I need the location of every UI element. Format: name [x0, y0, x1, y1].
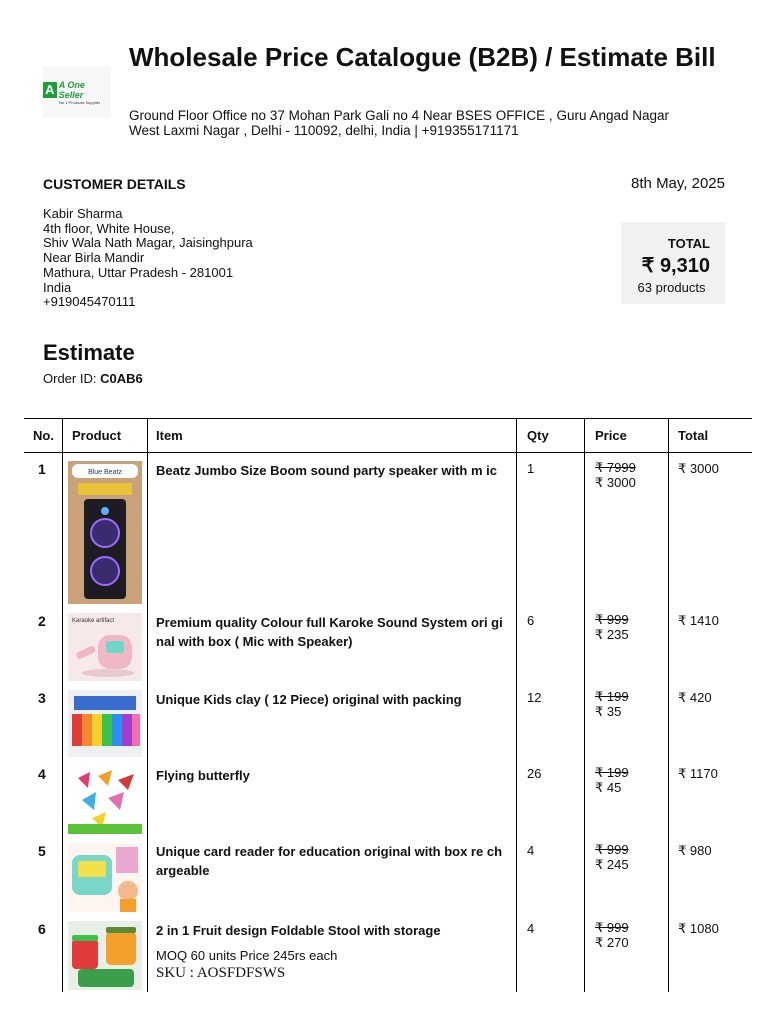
item-price	[595, 461, 636, 490]
order-id	[43, 371, 143, 386]
page-title: Wholesale Price Catalogue (B2B) / Estimate Bill	[129, 42, 716, 72]
product-image-speaker	[68, 461, 142, 604]
item-total: ₹ 1410	[678, 613, 719, 628]
row-number: 5	[38, 843, 46, 859]
item-total: ₹ 980	[678, 843, 712, 858]
column-divider	[147, 418, 148, 992]
customer-phone: +919045470111	[43, 294, 136, 310]
sale-price: ₹ 3000	[595, 474, 636, 490]
company-address	[129, 108, 729, 138]
column-divider	[516, 418, 517, 992]
table-top-border	[24, 418, 752, 419]
table-header-border	[24, 452, 752, 453]
logo-tagline: No 1 Products Supplier	[59, 99, 101, 105]
item-name: Flying butterfly	[156, 768, 250, 783]
item-total: ₹ 3000	[678, 461, 719, 476]
column-divider	[62, 418, 63, 992]
customer-address-line: Shiv Wala Nath Magar, Jaisinghpura	[43, 235, 253, 251]
company-logo	[43, 66, 111, 118]
header-total: Total	[678, 428, 709, 443]
product-image-card-reader	[68, 843, 142, 912]
logo-mark: A	[43, 82, 57, 98]
item-total: ₹ 1080	[678, 921, 719, 936]
customer-name: Kabir Sharma	[43, 206, 123, 221]
item-total: ₹ 1170	[678, 766, 718, 781]
item-price	[595, 766, 629, 795]
svg-text:Blue Beatz: Blue Beatz	[88, 469, 122, 476]
header-product: Product	[72, 428, 122, 443]
original-price: ₹ 999	[595, 920, 629, 935]
row-number: 3	[38, 690, 46, 706]
item-qty: 1	[527, 461, 535, 476]
item-qty: 26	[527, 766, 542, 781]
item-qty: 12	[527, 690, 542, 705]
original-price: ₹ 999	[595, 612, 629, 627]
column-divider	[668, 418, 669, 992]
row-number: 1	[38, 461, 46, 477]
customer-address	[43, 207, 253, 310]
item-name: Beatz Jumbo Size Boom sound party speaker with m ic	[156, 463, 497, 478]
item-price	[595, 843, 629, 872]
row-number: 6	[38, 921, 46, 937]
customer-country: India	[43, 279, 72, 295]
customer-address-line: Near Birla Mandir	[43, 250, 145, 266]
header-no: No.	[33, 428, 54, 443]
total-summary-box	[621, 222, 725, 304]
header-item: Item	[156, 428, 183, 443]
original-price: ₹ 7999	[595, 460, 636, 475]
estimate-date: 8th May, 2025	[631, 175, 725, 192]
item-qty: 6	[527, 613, 535, 628]
product-image-clay	[68, 690, 142, 757]
total-label: TOTAL	[667, 236, 710, 251]
item-qty: 4	[527, 921, 535, 936]
original-price: ₹ 999	[595, 842, 629, 857]
total-amount: ₹ 9,310	[641, 255, 710, 277]
address-line-2: West Laxmi Nagar , Delhi - 110092, delhi, India | +919355171171	[129, 123, 519, 138]
item-note: MOQ 60 units Price 245rs each	[156, 948, 338, 963]
item-qty: 4	[527, 843, 535, 858]
customer-address-line: 4th floor, White House,	[43, 220, 175, 236]
row-number: 4	[38, 766, 46, 782]
item-name: Unique Kids clay ( 12 Piece) original with packing	[156, 692, 462, 707]
product-count: 63 products	[637, 280, 706, 295]
svg-text:Karaoke artifact: Karaoke artifact	[72, 618, 115, 624]
product-image-butterfly	[68, 766, 142, 834]
logo-text: A One Seller	[58, 79, 85, 100]
item-name: Premium quality Colour full Karoke Sound System ori ginal with box ( Mic with Speaker)	[156, 615, 503, 649]
item-name: Unique card reader for education original with box re chargeable	[156, 844, 503, 878]
item-price	[595, 690, 629, 719]
item-price	[595, 613, 629, 642]
sale-price: ₹ 235	[595, 626, 629, 642]
original-price: ₹ 199	[595, 689, 629, 704]
header-price: Price	[595, 428, 627, 443]
order-id-value: C0AB6	[100, 371, 143, 386]
sale-price: ₹ 45	[595, 779, 622, 795]
item-sku: SKU : AOSFDFSWS	[156, 965, 286, 981]
order-id-label: Order ID:	[43, 371, 97, 386]
customer-details-title: CUSTOMER DETAILS	[43, 176, 186, 192]
item-price	[595, 921, 629, 950]
product-image-stool	[68, 921, 142, 990]
item-total: ₹ 420	[678, 690, 712, 705]
original-price: ₹ 199	[595, 765, 629, 780]
product-image-karaoke	[68, 613, 142, 681]
sale-price: ₹ 35	[595, 703, 622, 719]
header-qty: Qty	[527, 428, 549, 443]
customer-address-line: Mathura, Uttar Pradesh - 281001	[43, 264, 234, 280]
item-name: 2 in 1 Fruit design Foldable Stool with storage	[156, 923, 441, 938]
sale-price: ₹ 270	[595, 934, 629, 950]
estimate-title: Estimate	[43, 340, 135, 365]
sale-price: ₹ 245	[595, 856, 629, 872]
address-line-1: Ground Floor Office no 37 Mohan Park Gali no 4 Near BSES OFFICE , Guru Angad Nagar	[129, 108, 670, 123]
column-divider	[584, 418, 585, 992]
row-number: 2	[38, 613, 46, 629]
